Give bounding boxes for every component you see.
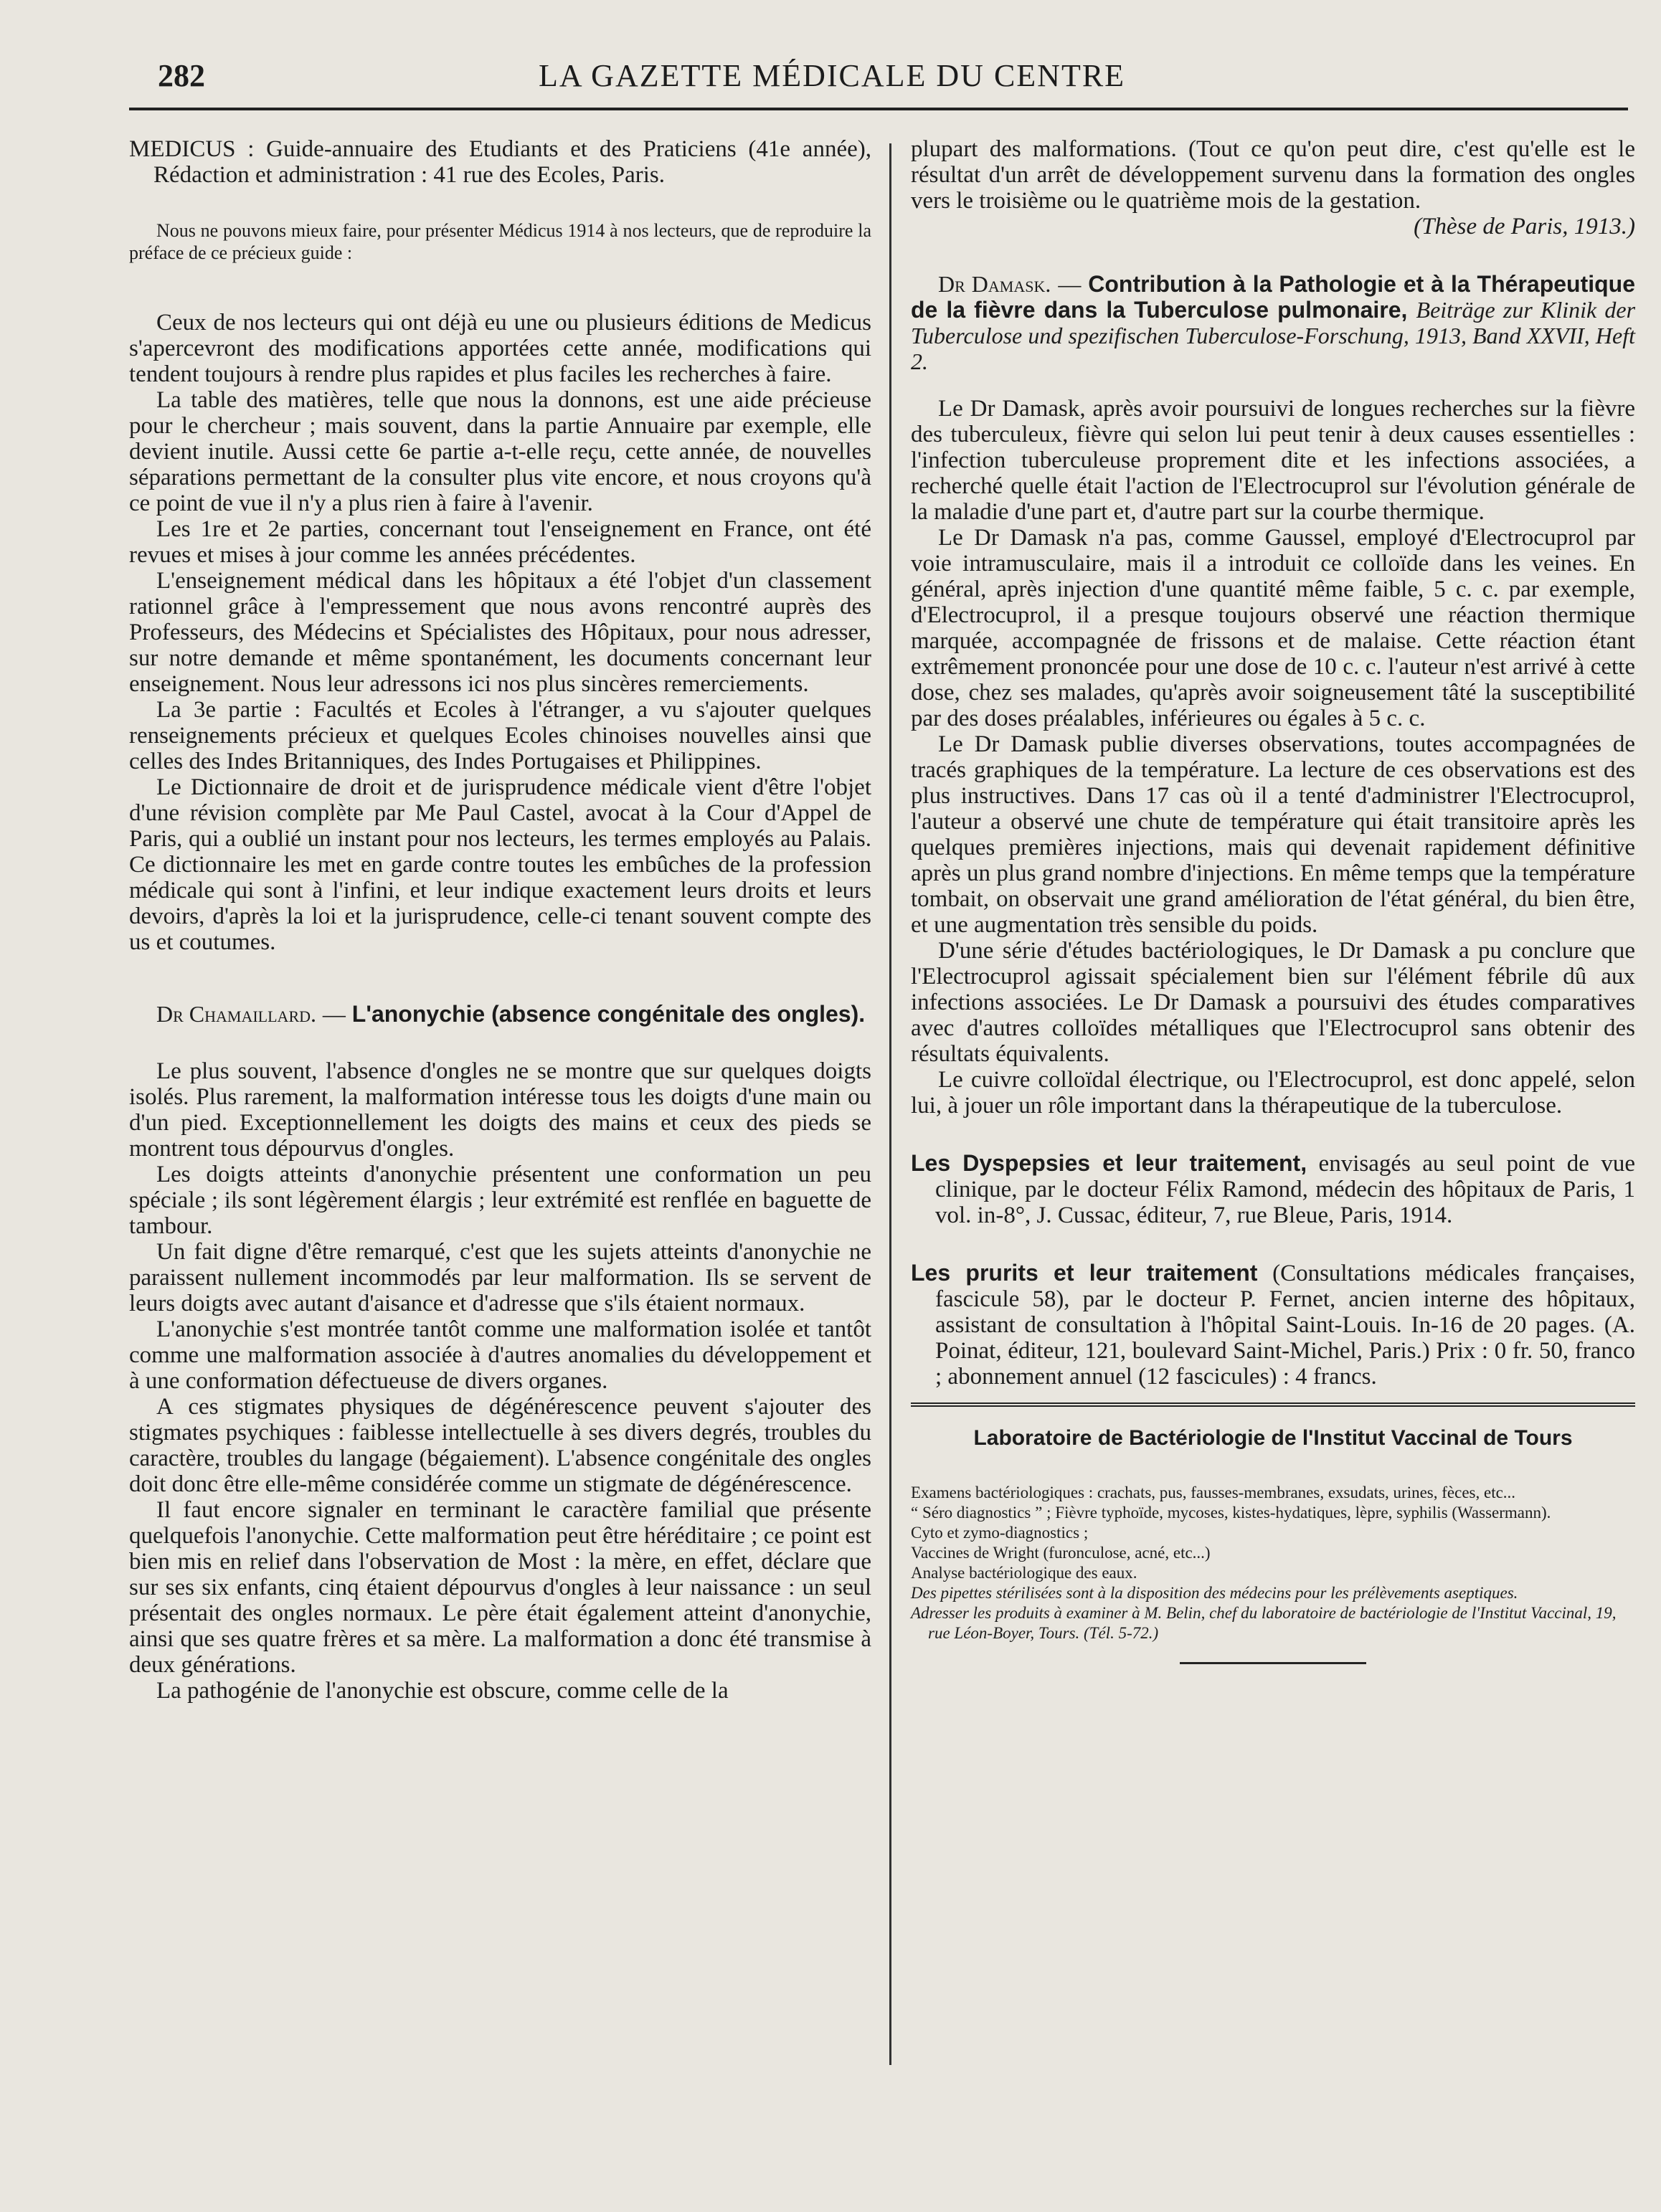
damask-title: Contribution à la Pathologie et à la Thérapeutique de la fièvre dans la Tuberculose pulmonaire, bbox=[911, 271, 1636, 323]
continuation-text: plupart des malformations. (Tout ce qu'on peut dire, c'est qu'elle est le résultat d'un arrêt de développement survenu dans la formation des ongles vers le troisième ou le quatrième mois de la gestation. bbox=[911, 136, 1635, 214]
chamaillard-author: Dr Chamaillard. bbox=[156, 1001, 317, 1027]
damask-paragraph: Le cuivre colloïdal électrique, ou l'Electrocuprol, est donc appelé, selon lui, à jouer un rôle important dans la thérapeutique de la tuberculose. bbox=[911, 1067, 1635, 1119]
medicus-intro: Nous ne pouvons mieux faire, pour présenter Médicus 1914 à nos lecteurs, que de reproduire la préface de ce précieux guide : bbox=[129, 220, 871, 263]
chamaillard-paragraph: Il faut encore signaler en terminant le caractère familial que présente quelquefois l'anonychie. Cette malformation peut être héréditaire ; ce point est bien mis en relief dans l'observation de Most : la mère, en effet, déclare que sur ses six enfants, cinq étaient dépourvus d'ongles à leur naissance : un seul présentait des ongles normaux. Le père était également atteint d'anonychie, ainsi que ses quatre frères et sa mère. La malformation a donc été transmise à deux générations. bbox=[129, 1497, 871, 1678]
chamaillard-paragraph: Un fait digne d'être remarqué, c'est que les sujets atteints d'anonychie ne paraissent nullement incommodés par leur malformation. Ils se servent de leurs doigts avec autant d'aisance et d'adresse que s'ils étaient normaux. bbox=[129, 1239, 871, 1316]
closing-rule bbox=[1180, 1662, 1366, 1664]
lab-pipettes-note: Des pipettes stérilisées sont à la disposition des médecins pour les prélèvements aseptiques. bbox=[911, 1584, 1518, 1602]
thesis-citation: (Thèse de Paris, 1913.) bbox=[1414, 214, 1635, 239]
medicus-paragraph: Le Dictionnaire de droit et de jurisprudence médicale vient d'être l'objet d'une révision complète par Me Paul Castel, avocat à la Cour d'Appel de Paris, qui a oublié un instant pour nos lecteurs, les termes employés au Palais. Ce dictionnaire les met en garde contre toutes les embûches de la profession médicale qui sont à l'infini, et leur indique exactement leurs droits et leurs devoirs, d'après la loi et la jurisprudence, celle-ci tenant souvent compte des us et coutumes. bbox=[129, 774, 871, 955]
lab-service-item: Analyse bactériologique des eaux. bbox=[911, 1564, 1137, 1582]
dyspepsies-title: Les Dyspepsies et leur traitement, bbox=[911, 1150, 1307, 1176]
chamaillard-title: L'anonychie (absence congénitale des ongles). bbox=[351, 1001, 866, 1027]
prurits-title: Les prurits et leur traitement bbox=[911, 1260, 1258, 1286]
lab-address-note: Adresser les produits à examiner à M. Belin, chef du laboratoire de bactériologie de l'Institut Vaccinal, 19, rue Léon-Boyer, Tours. (Tél. 5-72.) bbox=[911, 1604, 1617, 1642]
dyspepsies-text: envisagés au seul point de vue clinique, par le docteur Félix Ramond, médecin des hôpitaux de Paris, 1 vol. in-8°, J. Cussac, éditeur, 7, rue Bleue, Paris, 1914. bbox=[935, 1151, 1636, 1228]
chamaillard-paragraph: A ces stigmates physiques de dégénérescence peuvent s'ajouter des stigmates psychiques : faiblesse intellectuelle à ses divers degrés, troubles du caractère, troubles du langage (bégaiement). L'absence congénitale des ongles doit donc être elle-même considérée comme un stigmate de dégénérescence. bbox=[129, 1394, 871, 1497]
damask-paragraph: D'une série d'études bactériologiques, le Dr Damask a pu conclure que l'Electrocuprol agissait spécialement bien sur l'élément fébrile dû aux infections associées. Le Dr Damask a poursuivi des études comparatives avec d'autres colloïdes métalliques que l'Electrocuprol sans obtenir des résultats équivalents. bbox=[911, 938, 1635, 1067]
section-rule bbox=[911, 1402, 1635, 1407]
lab-service-item: Examens bactériologiques : crachats, pus, fausses-membranes, exsudats, urines, fèces, etc... bbox=[911, 1484, 1516, 1501]
medicus-heading: MEDICUS : Guide-annuaire des Etudiants et des Praticiens (41e année), Rédaction et administration : 41 rue des Ecoles, Paris. bbox=[129, 136, 871, 188]
medicus-paragraph: La table des matières, telle que nous la donnons, est une aide précieuse pour le chercheur ; mais souvent, dans la partie Annuaire par exemple, elle devient inutile. Aussi cette 6e partie a-t-elle reçu, cette année, de nouvelles séparations permettant de la consulter plus vite encore, et nous croyons qu'à ce point de vue il n'y a plus rien à faire à l'avenir. bbox=[129, 387, 871, 516]
heading-dash: — bbox=[322, 1001, 346, 1027]
chamaillard-paragraph: Les doigts atteints d'anonychie présentent une conformation un peu spéciale ; ils sont légèrement élargis ; leur extrémité est renflée en baguette de tambour. bbox=[129, 1162, 871, 1239]
chamaillard-article-heading bbox=[129, 1001, 871, 1027]
right-column bbox=[911, 136, 1635, 1664]
lab-service-item: Vaccines de Wright (furonculose, acné, etc...) bbox=[911, 1544, 1211, 1562]
damask-paragraph: Le Dr Damask, après avoir poursuivi de longues recherches sur la fièvre des tuberculeux, fièvre qui selon lui peut tenir à deux causes essentielles : l'infection tuberculeuse proprement dite et les infections associées, a recherché quelle était l'action de l'Electrocuprol sur l'évolution générale de la maladie d'une part et, d'autre part sur la courbe thermique. bbox=[911, 396, 1635, 525]
damask-author: Dr Damask. bbox=[938, 271, 1051, 297]
left-column bbox=[129, 136, 871, 1704]
lab-service-item: Cyto et zymo-diagnostics ; bbox=[911, 1524, 1089, 1542]
chamaillard-paragraph: La pathogénie de l'anonychie est obscure, comme celle de la bbox=[156, 1678, 729, 1704]
damask-paragraph: Le Dr Damask n'a pas, comme Gaussel, employé d'Electrocuprol par voie intramusculaire, mais il a introduit ce colloïde dans les veines. En général, après injection d'une quantité même faible, 5 c. c. par exemple, d'Electrocuprol, il a presque toujours observé une réaction thermique marquée, accompagnée de frissons et de malaise. Cette réaction étant extrêmement prononcée pour une dose de 10 c. c. l'auteur n'est arrivé à cette dose, chez ses malades, qu'après avoir soigneusement tâté la susceptibilité par des doses préalables, inférieures ou égales à 5 c. c. bbox=[911, 525, 1635, 731]
heading-dash: — bbox=[1058, 271, 1082, 297]
chamaillard-paragraph: Le plus souvent, l'absence d'ongles ne se montre que sur quelques doigts isolés. Plus rarement, la malformation intéresse tous les doigts d'une main ou d'un pied. Exceptionnellement les doigts des mains et ceux des pieds se montrent tous dépourvus d'ongles. bbox=[129, 1058, 871, 1162]
medicus-paragraph: Les 1re et 2e parties, concernant tout l'enseignement en France, ont été revues et mises à jour comme les années précédentes. bbox=[129, 516, 871, 568]
lab-service-item: “ Séro diagnostics ” ; Fièvre typhoïde, mycoses, kistes-hydatiques, lèpre, syphilis (Wassermann). bbox=[911, 1504, 1551, 1522]
medicus-paragraph: Ceux de nos lecteurs qui ont déjà eu une ou plusieurs éditions de Medicus s'apercevront des modifications apportées cette année, modifications qui tendent toujours à rendre plus rapides et plus faciles les recherches à faire. bbox=[129, 310, 871, 387]
prurits-notice bbox=[911, 1260, 1635, 1390]
page-header bbox=[143, 57, 1520, 108]
lab-advertisement bbox=[911, 1425, 1635, 1664]
dyspepsies-notice bbox=[911, 1150, 1635, 1228]
chamaillard-paragraph: L'anonychie s'est montrée tantôt comme une malformation isolée et tantôt comme une malformation associée à d'autres anomalies du développement et à une conformation défectueuse de divers organes. bbox=[129, 1316, 871, 1394]
damask-paragraph: Le Dr Damask publie diverses observations, toutes accompagnées de tracés graphiques de la température. La lecture de ces observations est des plus instructives. Dans 17 cas où il a tenté d'administrer l'Electrocuprol, l'auteur a observé une chute de température qui était transitoire après les quelques premières injections, mais qui devenait rapidement définitive après un plus grand nombre d'injections. En même temps que la température tombait, on observait une grand amélioration de l'état général, du bien être, et une augmentation très sensible du poids. bbox=[911, 731, 1635, 938]
column-divider bbox=[889, 143, 891, 2065]
header-rule bbox=[129, 108, 1628, 110]
medicus-paragraph: La 3e partie : Facultés et Ecoles à l'étranger, a vu s'ajouter quelques renseignements précieux et quelques Ecoles chinoises nouvelles ainsi que celles des Indes Britanniques, des Indes Portugaises et Philippines. bbox=[129, 697, 871, 774]
prurits-text: (Consultations médicales françaises, fascicule 58), par le docteur P. Fernet, ancien interne des hôpitaux, assistant de consultation à l'hôpital Saint-Louis. In-16 de 20 pages. (A. Poinat, éditeur, 121, boulevard Saint-Michel, Paris.) Prix : 0 fr. 50, franco ; abonnement annuel (12 fascicules) : 4 francs. bbox=[935, 1261, 1635, 1390]
lab-title: Laboratoire de Bactériologie de l'Institut Vaccinal de Tours bbox=[973, 1426, 1573, 1450]
journal-title: LA GAZETTE MÉDICALE DU CENTRE bbox=[538, 58, 1126, 93]
medicus-paragraph: L'enseignement médical dans les hôpitaux a été l'objet d'un classement rationnel grâce à l'empressement que nous avons rencontré auprès des Professeurs, des Médecins et Spécialistes des Hôpitaux, pour nous adresser, sur notre demande et même spontanément, les documents concernant leur enseignement. Nous leur adressons ici nos plus sincères remerciements. bbox=[129, 568, 871, 697]
damask-article-heading bbox=[911, 271, 1635, 374]
damask-source: Beiträge zur Klinik der Tuberculose und spezifischen Tuberculose-Forschung, 1913, Band XXVII, Heft 2. bbox=[911, 297, 1636, 374]
page-number: 282 bbox=[158, 58, 205, 93]
